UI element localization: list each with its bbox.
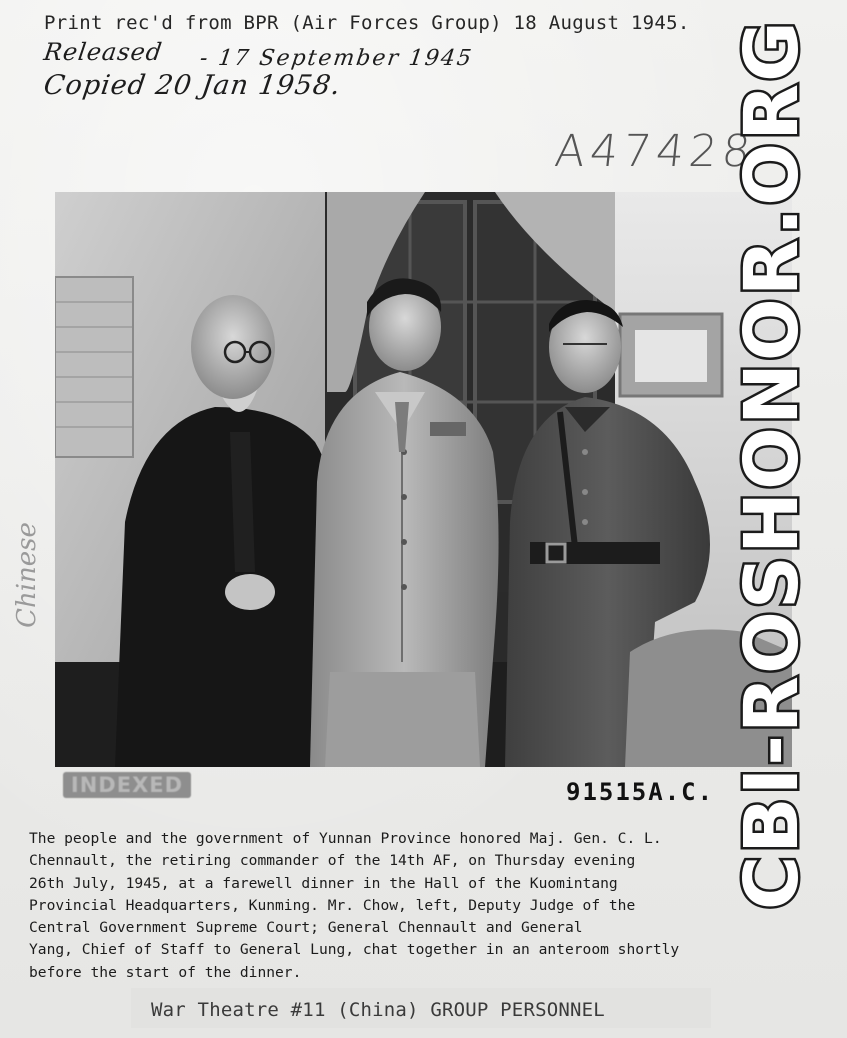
caption-line: 26th July, 1945, at a farewell dinner in the Hall of the Kuomintang — [29, 874, 618, 892]
caption-line: The people and the government of Yunnan Province honored Maj. Gen. C. L. — [29, 830, 662, 847]
handwritten-released-date: - 17 September 1945 — [198, 46, 475, 71]
caption-line: Chennault, the retiring commander of the 14th AF, on Thursday evening — [29, 852, 636, 870]
photo-number: 91515A.C. — [566, 778, 715, 806]
photograph-scene — [55, 192, 792, 767]
caption-line: Provincial Headquarters, Kunming. Mr. Chow, left, Deputy Judge of the — [29, 896, 636, 914]
handwritten-copied-date: Copied 20 Jan 1958. — [41, 70, 343, 101]
site-watermark: CBI-ROSHONOR.ORG — [729, 19, 815, 910]
caption-line: Central Government Supreme Court; General Chennault and General — [29, 919, 583, 937]
footer-group-label: War Theatre #11 (China) GROUP PERSONNEL — [151, 999, 605, 1021]
caption-line: Yang, Chief of Staff to General Lung, chat together in an anteroom shortly — [29, 941, 680, 959]
photograph — [55, 192, 792, 767]
caption-line: before the start of the dinner. — [29, 963, 302, 981]
handwritten-released-label: Released — [42, 38, 165, 66]
photo-caption — [29, 828, 839, 984]
indexed-stamp: INDEXED — [63, 772, 191, 798]
handwritten-catalog-number: A47428 — [552, 126, 758, 177]
handwritten-margin-note: Chinese — [11, 522, 42, 628]
print-received-line: Print rec'd from BPR (Air Forces Group) 18 August 1945. — [44, 12, 690, 34]
